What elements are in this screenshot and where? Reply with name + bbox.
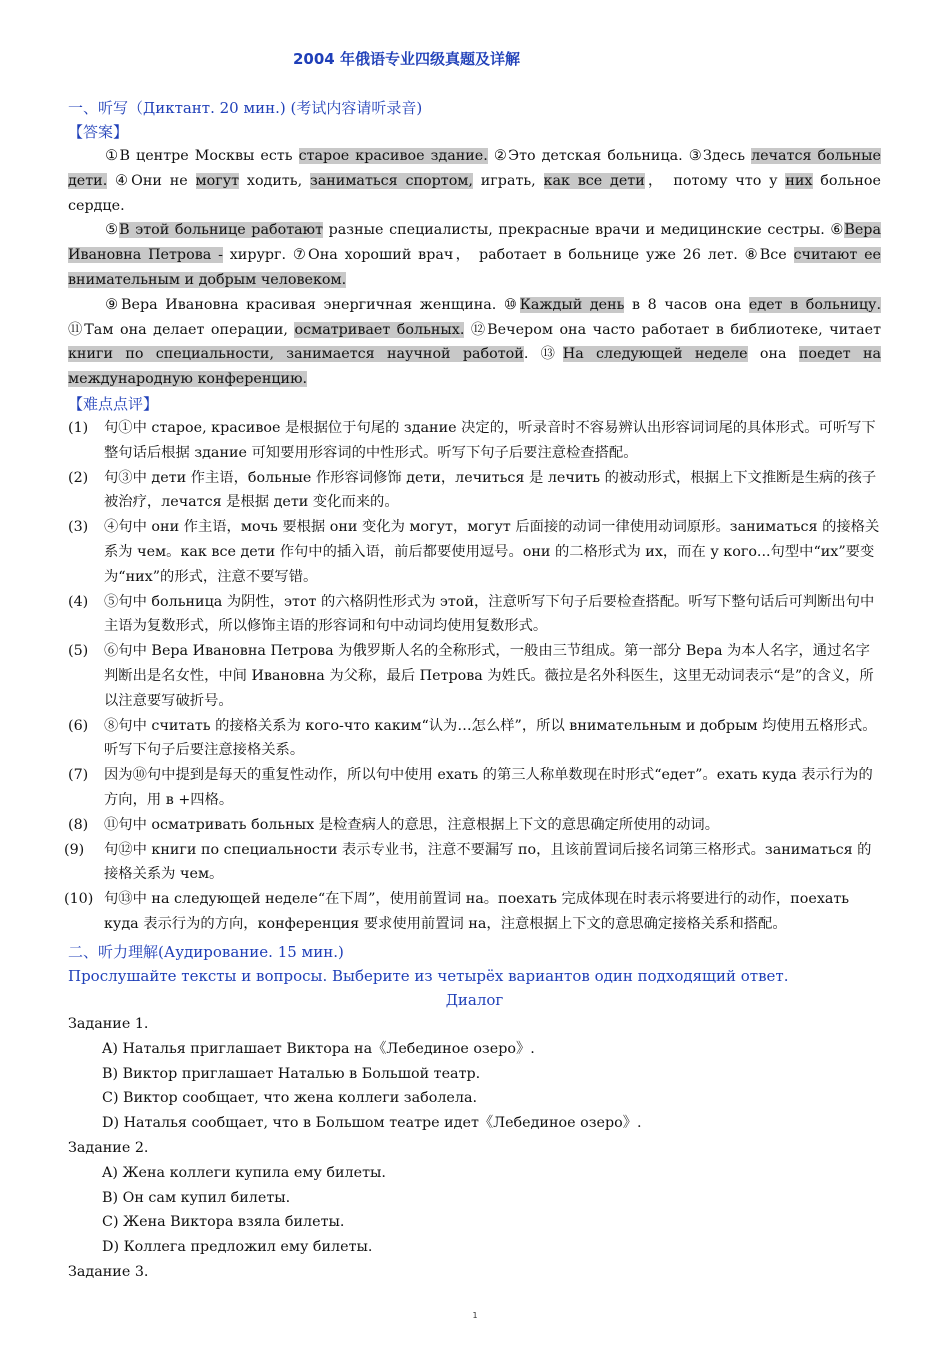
note-item xyxy=(68,813,881,838)
note-item xyxy=(68,515,881,589)
answer-highlight: поедет на международную конференцию. xyxy=(68,346,882,388)
note-text: ⑧句中 считать 的接格关系为 кого-что каким“认为…怎么样”，所以 внимательным и добрым 均使用五格形式。听写下句子后要注意接格关系。 xyxy=(104,717,877,759)
dictation-text: ⑨Вера Ивановна красивая энергичная женщина. ⑩ xyxy=(105,296,520,313)
dictation-paragraph-2 xyxy=(68,218,881,292)
dictation-text: играть, xyxy=(472,172,544,189)
answer-highlight: заниматься спортом, xyxy=(309,172,473,189)
dictation-paragraph-1 xyxy=(68,144,881,218)
answer-highlight: В этой больнице работают xyxy=(119,222,323,239)
notes-label: 【难点点评】 xyxy=(68,394,159,413)
note-text: 句⑬中 на следующей неделе“在下周”，使用前置词 на。поехать 完成体现在时表示将要进行的动作，поехать куда 表示行为的方向，конференция 要求使用前置词 на，注意根据上下文的意思确定接格关系和搭配。 xyxy=(104,891,850,932)
answer-highlight: Вера Ивановна Петрова - xyxy=(68,222,881,264)
dictation-text: ⑤ xyxy=(105,222,120,239)
note-text: ⑪句中 осматривать больных 是检查病人的意思，注意根据上下文的意思确定所使用的动词。 xyxy=(104,816,719,833)
dictation-text: она xyxy=(747,346,799,363)
note-item xyxy=(68,416,881,466)
page-title: 2004 年俄语专业四级真题及详解 xyxy=(293,50,520,68)
note-number: (10) xyxy=(64,891,94,908)
task-option: B) Он сам купил билеты. xyxy=(102,1189,291,1206)
dictation-text: ⑫Вечером она часто работает в библиотеке, читает xyxy=(464,321,881,338)
note-text: 因为⑩句中提到是每天的重复性动作，所以句中使用 ехать 的第三人称单数现在时形式“едет”。ехать куда 表示行为的方向，用 в +四格。 xyxy=(104,767,873,808)
note-number: (4) xyxy=(68,593,89,610)
answer-highlight: считают ее внимательным и добрым человеком. xyxy=(68,247,882,288)
note-text: ⑥句中 Вера Ивановна Петрова 为俄罗斯人名的全称形式，一般由三节组成。第一部分 Вера 为本人名字，通过名字判断出是名女性，中间 Ивановна 为父称，最后 Петрова 为姓氏。薇拉是名外科医生，这里无动词表示“是”的含义，所以注意要写破折号。 xyxy=(104,643,874,709)
note-item xyxy=(68,466,881,516)
section-heading-listening: 二、听力理解(Аудирование. 15 мин.) xyxy=(68,943,344,961)
dictation-text: ④Они не xyxy=(107,172,196,189)
note-item xyxy=(68,714,881,764)
task-option: C) Жена Виктора взяла билеты. xyxy=(102,1214,345,1231)
note-item xyxy=(68,590,881,640)
dictation-paragraph-3 xyxy=(68,293,881,392)
task-label: Задание 3. xyxy=(68,1263,149,1280)
note-text: 句①中 старое, красивое 是根据位于句尾的 здание 决定的，听录音时不容易辨认出形容词词尾的具体形式。可听写下整句话后根据 здание 可知要用形容词的中性形式。听写下句子后要注意检查搭配。 xyxy=(104,419,876,461)
dictation-text: ходить, xyxy=(239,172,310,189)
dictation-text: больное сердце. xyxy=(68,172,881,214)
answer-highlight: книги по специальности, занимается научной работой xyxy=(68,346,524,363)
dictation-text: . ⑬ xyxy=(523,346,563,363)
note-text: ④句中 они 作主语，мочь 要根据 они 变化为 могут，могут 后面接的动词一律使用动词原形。заниматься 的接格关系为 чем。как все дети 作句中的插入语，前后都要使用逗号。они 的二格形式为 их，而在 у кого...句型中“их”要变为“них”的形式，注意不要写错。 xyxy=(104,519,880,585)
listening-instruction: Прослушайте тексты и вопросы. Выберите из четырёх вариантов один подходящий ответ. xyxy=(68,967,789,985)
note-number: (9) xyxy=(64,841,85,858)
task-list xyxy=(68,1012,881,1285)
dialog-heading: Диалог xyxy=(445,991,504,1009)
note-item xyxy=(64,838,881,888)
dictation-text: ①В центре Москвы есть xyxy=(105,148,299,164)
note-number: (6) xyxy=(68,717,89,734)
answer-highlight: как все дети xyxy=(543,172,645,189)
task-option: A) Наталья приглашает Виктора на《Лебединое озеро》. xyxy=(102,1040,535,1057)
note-number: (3) xyxy=(68,519,89,536)
task-label: Задание 2. xyxy=(68,1139,149,1156)
note-number: (5) xyxy=(68,643,89,660)
dictation-text: разные специалисты, прекрасные врачи и медицинские сестры. ⑥ xyxy=(322,222,845,239)
dictation-text: ②Это детская больница. ③Здесь xyxy=(487,148,752,164)
page-number: 1 xyxy=(472,1311,478,1320)
section-heading-dictation: 一、听写（Диктант. 20 мин.) (考试内容请听录音) xyxy=(68,99,423,117)
note-item xyxy=(68,763,881,813)
notes-list xyxy=(64,416,881,937)
dictation-text: ， потому что у xyxy=(644,172,786,189)
answer-highlight: На следующей неделе xyxy=(562,346,748,363)
task-option: C) Виктор сообщает, что жена коллеги заболела. xyxy=(102,1090,478,1107)
task-option: D) Наталья сообщает, что в Большом театре идет《Лебединое озеро》. xyxy=(102,1115,642,1132)
task-option: D) Коллега предложил ему билеты. xyxy=(102,1239,373,1256)
note-text: ⑤句中 больница 为阴性，этот 的六格阴性形式为 этой，注意听写下句子后要检查搭配。听写下整句话后可判断出句中主语为复数形式，所以修饰主语的形容词和句中动词均使用复数形式。 xyxy=(104,593,875,635)
note-number: (1) xyxy=(68,419,89,436)
note-number: (8) xyxy=(68,816,89,833)
note-text: 句③中 дети 作主语，больные 作形容词修饰 дети，лечиться 是 лечить 的被动形式，根据上下文推断是生病的孩子被治疗，лечатся 是根据 дети 变化而来的。 xyxy=(104,469,877,511)
answer-highlight: Каждый день xyxy=(519,296,625,313)
answer-highlight: них xyxy=(785,172,813,189)
section-dictation xyxy=(64,96,882,937)
answer-highlight: едет в больницу. xyxy=(748,296,882,313)
task-option: B) Виктор приглашает Наталью в Большой театр. xyxy=(102,1065,481,1082)
note-item xyxy=(64,887,881,937)
answer-highlight: осматривает больных. xyxy=(294,321,465,338)
note-number: (7) xyxy=(68,767,89,784)
task-option: A) Жена коллеги купила ему билеты. xyxy=(102,1164,386,1181)
answer-label: 【答案】 xyxy=(68,123,129,141)
answer-highlight: старое красивое здание. xyxy=(298,148,488,164)
section-listening xyxy=(68,940,881,1285)
answer-highlight: лечатся больные дети. xyxy=(68,148,881,189)
note-item xyxy=(68,639,881,713)
dictation-text: хирург. ⑦Она хороший врач， работает в больнице уже 26 лет. ⑧Все xyxy=(222,247,794,264)
dictation-text: ⑪Там она делает операции, xyxy=(68,321,295,338)
answer-highlight: могут xyxy=(195,172,240,189)
note-number: (2) xyxy=(68,469,89,486)
note-text: 句⑫中 книги по специальности 表示专业书，注意不要漏写 по，且该前置词后接名词第三格形式。заниматься 的接格关系为 чем。 xyxy=(104,841,872,883)
dictation-text: в 8 часов она xyxy=(624,296,749,313)
task-label: Задание 1. xyxy=(68,1016,149,1032)
